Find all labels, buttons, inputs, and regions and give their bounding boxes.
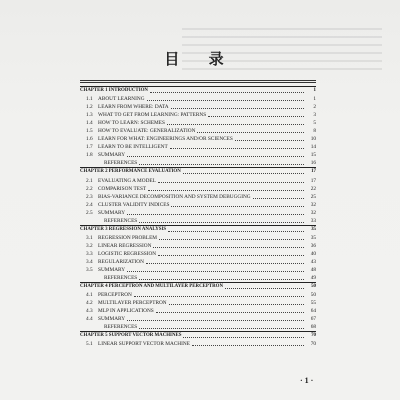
title-rule-bottom: [80, 82, 316, 83]
dot-leader: [158, 182, 304, 183]
entry-title: SUMMARY: [98, 267, 126, 274]
entry-title: WHAT TO GET FROM LEARNING: PATTERNS: [98, 112, 207, 119]
page-ref: 35: [311, 226, 316, 232]
toc-section-row[interactable]: [80, 177, 316, 185]
page-ref: 40: [310, 250, 316, 257]
entry-title: EVALUATING A MODEL: [98, 177, 156, 184]
section-number: 1.3: [86, 112, 93, 119]
toc-chapter-row[interactable]: [80, 282, 316, 291]
toc-section-row[interactable]: [80, 135, 316, 143]
toc-chapter-row[interactable]: [80, 167, 316, 176]
entry-title: LEARN FOR WHAT: ENGINEERINGS AND/OR SCIENCES: [98, 136, 233, 143]
dot-leader: [208, 116, 304, 117]
entry-title: HOW TO LEARN: SCHEMES: [98, 120, 165, 127]
toc-section-row[interactable]: [80, 111, 316, 119]
page-ref: 43: [310, 258, 316, 265]
toc-section-row[interactable]: [80, 209, 316, 217]
toc-section-row[interactable]: [80, 103, 316, 111]
entry-title: REFERENCES: [104, 160, 138, 167]
toc-chapter-row[interactable]: [80, 331, 316, 340]
dot-leader: [159, 239, 304, 240]
toc-section-row[interactable]: [80, 201, 316, 209]
dot-leader: [167, 124, 304, 125]
entry-title: LEARN FROM WHERE: DATA: [98, 104, 169, 111]
page-ref: 48: [310, 267, 316, 274]
dot-leader: [127, 156, 304, 157]
title-rule-top: [80, 80, 316, 81]
toc-section-row[interactable]: [80, 143, 316, 151]
section-number: 1.2: [86, 104, 93, 111]
page-ref: 25: [310, 193, 316, 200]
toc-section-row[interactable]: [80, 299, 316, 307]
section-number: 1.4: [86, 120, 93, 127]
dot-leader: [147, 100, 304, 101]
table-of-contents: [80, 86, 316, 349]
section-number: 2.1: [86, 177, 93, 184]
dot-leader: [139, 279, 304, 280]
page-ref: 36: [310, 242, 316, 249]
dot-leader: [235, 140, 304, 141]
page-ref: 70: [310, 341, 316, 348]
toc-references-row[interactable]: [80, 159, 316, 167]
entry-title: LINEAR SUPPORT VECTOR MACHINE: [98, 341, 190, 348]
page-ref: 35: [310, 234, 316, 241]
dot-leader: [134, 296, 304, 297]
section-number: 2.4: [86, 201, 93, 208]
entry-title: REFERENCES: [104, 275, 138, 282]
entry-title: REFERENCES: [104, 324, 138, 331]
dot-leader: [156, 312, 304, 313]
dot-leader: [168, 231, 304, 232]
entry-title: LEARN TO BE INTELLIGENT: [98, 144, 168, 151]
entry-title: REFERENCES: [104, 217, 138, 224]
entry-title: REGULARIZATION: [98, 258, 144, 265]
dot-leader: [183, 337, 304, 338]
toc-section-row[interactable]: [80, 266, 316, 274]
dot-leader: [146, 263, 304, 264]
toc-section-row[interactable]: [80, 315, 316, 323]
toc-section-row[interactable]: [80, 193, 316, 201]
page-ref: 2: [313, 104, 316, 111]
page-ref: 55: [310, 300, 316, 307]
toc-section-row[interactable]: [80, 307, 316, 315]
page-ref: 64: [310, 308, 316, 315]
page-ref: 1: [313, 96, 316, 103]
dot-leader: [139, 164, 304, 165]
entry-title: HOW TO EVALUATE: GENERALIZATION: [98, 128, 196, 135]
entry-title: ABOUT LEARNING: [98, 96, 145, 103]
page-number: · 1 ·: [300, 376, 314, 385]
dot-leader: [148, 190, 304, 191]
section-number: 4.3: [86, 308, 93, 315]
entry-title: SUMMARY: [98, 209, 126, 216]
toc-references-row[interactable]: [80, 323, 316, 331]
entry-title: BIAS-VARIANCE DECOMPOSITION AND SYSTEM DEBUGGING: [98, 193, 251, 200]
toc-section-row[interactable]: [80, 291, 316, 299]
dot-leader: [171, 108, 304, 109]
section-number: 2.5: [86, 209, 93, 216]
entry-title: LINEAR REGRESSION: [98, 242, 152, 249]
page-ref: 50: [310, 292, 316, 299]
toc-section-row[interactable]: [80, 242, 316, 250]
entry-title: MULTILAYER PERCEPTRON: [98, 300, 167, 307]
section-number: 4.2: [86, 300, 93, 307]
page-ref: 17: [311, 169, 316, 175]
entry-title: MLP IN APPLICATIONS: [98, 308, 154, 315]
toc-references-row[interactable]: [80, 274, 316, 282]
toc-section-row[interactable]: [80, 151, 316, 159]
toc-section-row[interactable]: [80, 119, 316, 127]
entry-title: CHAPTER 4 PERCEPTRON AND MULTILAYER PERCEPTRON: [80, 284, 223, 290]
entry-title: REGRESSION PROBLEM: [98, 234, 158, 241]
entry-title: LOGISTIC REGRESSION: [98, 250, 157, 257]
section-number: 3.3: [86, 250, 93, 257]
toc-section-row[interactable]: [80, 258, 316, 266]
toc-section-row[interactable]: [80, 340, 316, 348]
page-ref: 17: [310, 177, 316, 184]
toc-chapter-row[interactable]: [80, 225, 316, 234]
page-ref: 67: [310, 316, 316, 323]
page-ref: 16: [310, 160, 316, 167]
page-ref: 70: [311, 333, 316, 339]
toc-section-row[interactable]: [80, 95, 316, 103]
dot-leader: [139, 222, 304, 223]
page-ref: 33: [310, 217, 316, 224]
toc-chapter-row[interactable]: [80, 86, 316, 95]
dot-leader: [171, 206, 304, 207]
page-ref: 1: [313, 88, 316, 93]
dot-leader: [153, 247, 304, 248]
page-title: 目 录: [164, 50, 236, 68]
section-number: 3.5: [86, 267, 93, 274]
section-number: 3.1: [86, 234, 93, 241]
dot-leader: [127, 214, 304, 215]
section-number: 2.3: [86, 193, 93, 200]
toc-references-row[interactable]: [80, 217, 316, 225]
section-number: 5.1: [86, 341, 93, 348]
section-number: 4.4: [86, 316, 93, 323]
toc-section-row[interactable]: [80, 250, 316, 258]
section-number: 3.4: [86, 258, 93, 265]
dot-leader: [158, 255, 304, 256]
page-ref: 5: [313, 120, 316, 127]
dot-leader: [169, 304, 304, 305]
section-number: 4.1: [86, 292, 93, 299]
toc-section-row[interactable]: [80, 127, 316, 135]
dot-leader: [253, 198, 304, 199]
entry-title: CLUSTER VALIDITY INDICES: [98, 201, 170, 208]
entry-title: SUMMARY: [98, 152, 126, 159]
dot-leader: [127, 320, 304, 321]
dot-leader: [183, 173, 304, 174]
page-ref: 50: [311, 284, 316, 290]
page-ref: 14: [310, 144, 316, 151]
section-number: 1.7: [86, 144, 93, 151]
entry-title: CHAPTER 5 SUPPORT VECTOR MACHINES: [80, 333, 182, 339]
dot-leader: [170, 148, 304, 149]
page-ref: 32: [310, 209, 316, 216]
entry-title: COMPARISON TEST: [98, 185, 147, 192]
entry-title: CHAPTER 2 PERFORMANCE EVALUATION: [80, 169, 181, 175]
page-ref: 8: [313, 128, 316, 135]
entry-title: CHAPTER 1 INTRODUCTION: [80, 88, 148, 93]
page-ref: 22: [310, 185, 316, 192]
section-number: 1.5: [86, 128, 93, 135]
entry-title: SUMMARY: [98, 316, 126, 323]
dot-leader: [150, 92, 304, 93]
dot-leader: [197, 132, 304, 133]
entry-title: PERCEPTRON: [98, 292, 132, 299]
section-number: 3.2: [86, 242, 93, 249]
dot-leader: [225, 288, 304, 289]
section-number: 1.1: [86, 96, 93, 103]
section-number: 1.8: [86, 152, 93, 159]
dot-leader: [192, 345, 304, 346]
toc-section-row[interactable]: [80, 185, 316, 193]
page-ref: 15: [310, 152, 316, 159]
page-ref: 10: [310, 136, 316, 143]
section-number: 1.6: [86, 136, 93, 143]
page-ref: 32: [310, 201, 316, 208]
dot-leader: [127, 271, 304, 272]
section-number: 2.2: [86, 185, 93, 192]
entry-title: CHAPTER 3 REGRESSION ANALYSIS: [80, 226, 167, 232]
page-ref: 68: [310, 324, 316, 331]
dot-leader: [139, 328, 304, 329]
page-ref: 49: [310, 275, 316, 282]
page-ref: 3: [313, 112, 316, 119]
toc-section-row[interactable]: [80, 234, 316, 242]
